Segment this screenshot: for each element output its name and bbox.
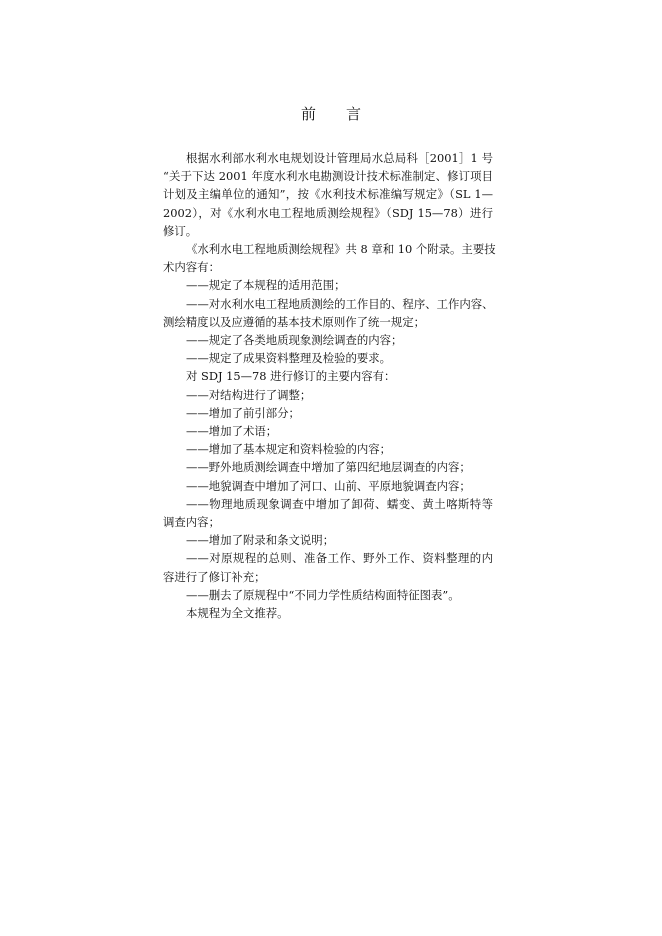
page-title [0,103,662,124]
list-item [163,295,493,331]
text-line: 调查内容； [163,515,220,530]
text-line: 测绘精度以及应遵循的基本技术原则作了统一规定； [163,314,425,329]
list-item [163,386,493,404]
text-line: 对 SDJ 15—78 进行修订的主要内容有： [186,369,396,384]
text-line: ——规定了本规程的适用范围； [186,278,346,293]
list-item [163,586,493,604]
paragraph-revision-intro [163,367,493,385]
text-line: ——规定了各类地质现象测绘调查的内容； [186,333,403,348]
text-line: 《水利水电工程地质测绘规程》共 8 章和 10 个附录。主要技 [186,242,496,257]
list-item [163,276,493,294]
text-line: 修订。 [163,223,198,238]
list-item [163,495,493,531]
text-line: 本规程为全文推荐。 [186,606,289,621]
text-line: 容进行了修订补充； [163,569,266,584]
text-line: ——地貌调查中增加了河口、山前、平原地貌调查内容； [186,478,471,493]
text-line: ——物理地质现象调查中增加了卸荷、蠕变、黄土喀斯特等 [186,496,493,511]
text-line: 2002），对《水利水电工程地质测绘规程》（SDJ 15—78）进行 [163,205,493,220]
title-char-2: 言 [346,105,362,123]
text-line: ——增加了附录和条文说明； [186,533,335,548]
list-item [163,477,493,495]
text-line: ——对水利水电工程地质测绘的工作目的、程序、工作内容、 [186,296,494,311]
list-item [163,549,493,585]
text-line: ——对结构进行了调整； [186,387,312,402]
text-line: ——增加了前引部分； [186,405,300,420]
text-line: 术内容有： [163,260,220,275]
foreword-body [163,149,496,622]
text-line: 计划及主编单位的通知”，按《水利技术标准编写规定》（SL 1— [163,187,493,202]
text-line: ——规定了成果资料整理及检验的要求。 [186,351,392,366]
title-char-1: 前 [300,105,316,123]
text-line: “关于下达 2001 年度水利水电勘测设计技术标准制定、修订项目 [163,169,493,184]
text-line: ——对原规程的总则、准备工作、野外工作、资料整理的内 [186,551,493,566]
list-item [163,531,493,549]
text-line: 根据水利部水利水电规划设计管理局水总局科［2001］1 号 [186,151,493,165]
text-line: ——增加了术语； [186,424,278,439]
paragraph-closing [163,604,493,622]
list-item [163,349,493,367]
list-item [163,458,493,476]
list-item [163,331,493,349]
list-item [163,404,493,422]
text-line: ——增加了基本规定和资料检验的内容； [186,442,392,457]
text-line: ——删去了原规程中“不同力学性质结构面特征图表”。 [186,587,460,602]
list-item [163,440,493,458]
text-line: ——野外地质测绘调查中增加了第四纪地层调查的内容； [186,460,471,475]
paragraph-basis [163,149,493,240]
list-item [163,422,493,440]
paragraph-contents-intro [163,240,496,276]
